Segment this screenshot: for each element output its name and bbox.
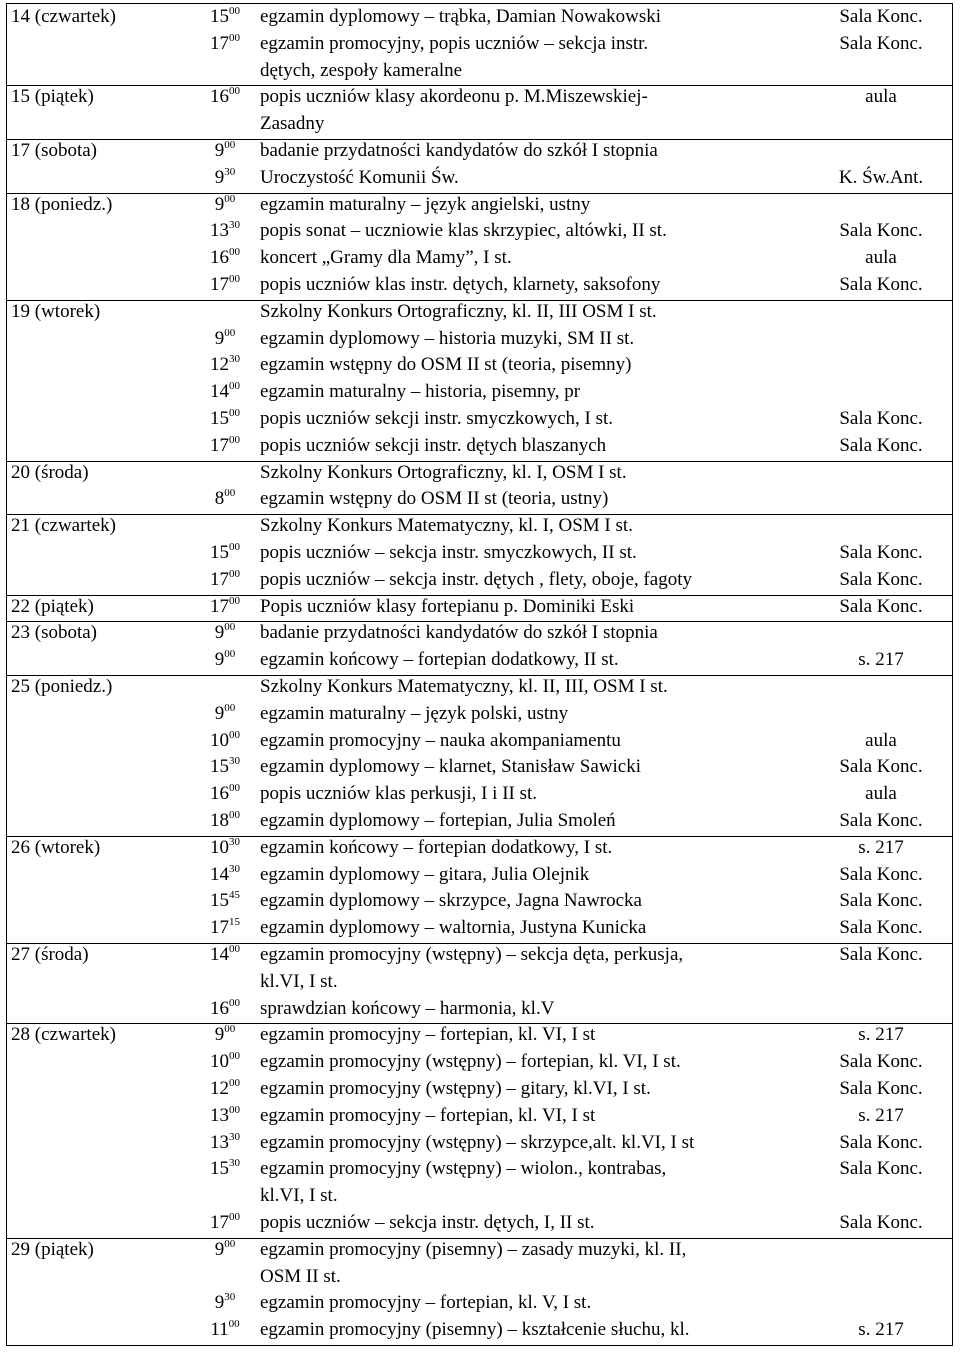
event-description: egzamin dyplomowy – waltornia, Justyna Kunicka [260,917,647,939]
event-time [193,4,257,31]
time-hour: 13 [210,1131,229,1153]
time-minutes: 15 [229,916,240,929]
event-time [193,647,257,674]
event-room: Sala Konc. [839,32,923,54]
event-room: Sala Konc. [839,1131,923,1153]
event-description: kl.VI, I st. [260,1185,338,1207]
event-room: Sala Konc. [839,434,923,456]
schedule-page [6,3,953,1370]
day-label: 15 (piątek) [11,86,94,108]
day-label: 14 (czwartek) [11,6,116,27]
time-minutes: 30 [229,755,240,768]
time-minutes: 00 [229,5,240,17]
row-divider [6,836,953,837]
event-time [193,594,257,621]
time-minutes: 00 [229,728,240,741]
event-description: egzamin promocyjny (wstępny) – fortepian, kl. VI, I st. [260,1051,681,1073]
time-hour: 18 [210,810,229,831]
time-minutes: 00 [229,943,240,955]
event-description: egzamin dyplomowy – fortepian, Julia Smoleń [260,810,616,831]
row-divider [6,675,953,676]
time-minutes: 00 [224,1023,236,1036]
event-description: egzamin dyplomowy – klarnet, Stanisław Sawicki [260,756,641,778]
time-minutes: 00 [229,31,240,44]
day-label: 26 (wtorek) [11,836,101,858]
event-room: Sala Konc. [839,595,923,617]
event-description: koncert „Gramy dla Mamy”, I st. [260,247,512,269]
time-minutes: 00 [224,1237,236,1250]
row-divider [6,461,953,462]
event-time [193,1210,257,1237]
time-minutes: 30 [229,1130,240,1143]
event-description: popis uczniów – sekcja instr. dętych , flety, oboje, fagoty [260,568,692,590]
event-description: badanie przydatności kandydatów do szkół I stopnia [260,622,658,644]
time-hour: 9 [214,166,225,188]
time-hour: 10 [210,1051,229,1073]
event-description: egzamin wstępny do OSM II st (teoria, pisemny) [260,354,632,376]
event-room: Sala Konc. [839,810,923,831]
event-description: Szkolny Konkurs Ortograficzny, kl. I, OSM I st. [260,461,627,483]
event-description: Szkolny Konkurs Matematyczny, kl. I, OSM I st. [260,515,633,537]
event-time [193,433,257,460]
time-hour: 14 [210,381,229,403]
event-room: Sala Konc. [839,917,923,939]
event-description: egzamin dyplomowy – historia muzyki, SM II st. [260,327,635,349]
event-time [193,1130,257,1157]
time-hour: 14 [210,863,229,885]
day-label: 19 (wtorek) [11,300,101,322]
time-minutes: 00 [229,782,240,795]
event-time [193,620,257,647]
event-description: Szkolny Konkurs Matematyczny, kl. II, III, OSM I st. [260,676,668,697]
time-hour: 9 [214,622,225,644]
event-description: egzamin maturalny – język angielski, ustny [260,193,591,215]
time-hour: 17 [210,434,229,456]
event-time [193,1049,257,1076]
time-minutes: 00 [224,139,236,151]
time-hour: 16 [210,783,229,805]
time-minutes: 00 [224,701,236,714]
day-label: 20 (środa) [11,461,89,483]
time-hour: 12 [210,1078,229,1099]
day-label: 29 (piątek) [11,1238,94,1260]
event-time [193,84,257,111]
event-description: popis uczniów klasy akordeonu p. M.Miszewskiej- [260,86,648,108]
event-room: Sala Konc. [839,1158,923,1180]
time-minutes: 45 [229,889,240,902]
event-description: egzamin końcowy – fortepian dodatkowy, II st. [260,649,619,671]
day-label: 17 (sobota) [11,140,98,161]
event-description: egzamin promocyjny, popis uczniów – sekcja instr. [260,32,649,54]
time-hour: 16 [210,86,229,108]
time-minutes: 00 [229,85,240,98]
time-minutes: 30 [229,219,240,232]
event-time [193,326,257,353]
time-hour: 15 [210,756,229,778]
event-time [193,1022,257,1049]
event-description: popis uczniów – sekcja instr. dętych, I, II st. [260,1212,595,1233]
event-time [193,406,257,433]
row-divider [6,1345,953,1346]
event-room: Sala Konc. [839,1051,923,1073]
event-room: Sala Konc. [839,890,923,912]
time-minutes: 00 [229,380,240,393]
event-time [193,701,257,728]
event-time [193,567,257,594]
time-minutes: 30 [229,862,240,875]
event-time [193,1317,257,1344]
event-room: Sala Konc. [839,6,923,27]
time-minutes: 00 [224,326,236,339]
event-room: s. 217 [858,649,904,671]
time-hour: 13 [210,220,229,242]
event-time [193,1156,257,1183]
row-divider [6,193,953,194]
event-time [193,996,257,1023]
event-description: egzamin dyplomowy – trąbka, Damian Nowakowski [260,6,662,27]
event-time [193,379,257,406]
time-hour: 9 [214,1024,225,1046]
time-hour: 9 [214,702,225,724]
time-minutes: 00 [229,567,240,580]
event-description: egzamin promocyjny – fortepian, kl. VI, I st [260,1104,596,1126]
event-time [193,1076,257,1103]
day-label: 27 (środa) [11,944,89,965]
event-description: popis sonat – uczniowie klas skrzypiec, altówki, II st. [260,220,667,242]
row-divider [6,621,953,622]
event-description: badanie przydatności kandydatów do szkół I stopnia [260,140,658,161]
event-description: egzamin promocyjny (wstępny) – skrzypce,alt. kl.VI, I st [260,1131,695,1153]
time-minutes: 30 [229,353,240,366]
event-description: Szkolny Konkurs Ortograficzny, kl. II, III OSM I st. [260,300,657,322]
time-minutes: 30 [229,1157,240,1170]
event-description: popis uczniów sekcji instr. smyczkowych, I st. [260,408,614,429]
event-description: egzamin wstępny do OSM II st (teoria, ustny) [260,488,609,510]
row-divider [6,3,953,4]
time-minutes: 00 [224,487,236,500]
event-time [193,31,257,58]
time-hour: 9 [214,1292,225,1314]
time-hour: 9 [214,1238,225,1260]
time-hour: 9 [214,327,225,349]
event-room: K. Św.Ant. [838,166,924,188]
row-divider [6,1023,953,1024]
row-divider [6,943,953,944]
time-minutes: 00 [224,648,236,661]
row-divider [6,300,953,301]
time-minutes: 00 [229,1077,240,1089]
event-description: egzamin maturalny – historia, pisemny, pr [260,381,581,403]
event-room: s. 217 [858,1319,904,1341]
day-label: 23 (sobota) [11,622,98,644]
event-description: egzamin promocyjny – fortepian, kl. VI, I st [260,1024,596,1046]
time-minutes: 30 [224,1291,236,1304]
event-room: s. 217 [858,1024,904,1046]
event-description: Zasadny [260,113,325,135]
time-minutes: 00 [229,1103,240,1116]
time-minutes: 30 [224,165,236,178]
event-description: egzamin maturalny – język polski, ustny [260,702,569,724]
event-room: Sala Konc. [839,568,923,590]
time-hour: 11 [210,1319,229,1341]
table-border [952,3,953,1345]
time-hour: 15 [210,6,229,27]
time-minutes: 00 [229,407,240,419]
event-description: egzamin promocyjny (wstępny) – gitary, kl.VI, I st. [260,1078,651,1099]
time-hour: 14 [210,944,229,965]
time-minutes: 00 [229,541,240,553]
time-hour: 8 [214,488,225,510]
event-time [193,165,257,192]
event-description: popis uczniów – sekcja instr. smyczkowych, II st. [260,542,637,563]
event-time [193,862,257,889]
event-time [193,942,257,969]
event-room: s. 217 [858,836,904,858]
event-room: Sala Konc. [839,220,923,242]
event-room: aula [865,86,897,108]
time-minutes: 00 [229,1211,240,1223]
event-room: Sala Konc. [839,863,923,885]
time-hour: 15 [210,542,229,563]
event-description: egzamin promocyjny – fortepian, kl. V, I st. [260,1292,592,1314]
time-hour: 17 [210,595,229,617]
event-description: Uroczystość Komunii Św. [260,166,459,188]
event-description: egzamin promocyjny – nauka akompaniamentu [260,729,621,751]
event-description: egzamin dyplomowy – skrzypce, Jagna Nawrocka [260,890,642,912]
time-hour: 17 [210,917,229,939]
time-minutes: 00 [229,1050,240,1063]
time-minutes: 00 [224,621,236,634]
row-divider [6,85,953,86]
time-minutes: 00 [229,594,240,607]
event-description: popis uczniów klas instr. dętych, klarnety, saksofony [260,274,661,295]
event-description: egzamin promocyjny (wstępny) – sekcja dęta, perkusja, [260,944,684,965]
event-description: dętych, zespoły kameralne [260,59,463,81]
time-minutes: 00 [224,192,236,205]
event-time [193,915,257,942]
time-hour: 9 [214,193,225,215]
time-hour: 12 [210,354,229,376]
event-room: Sala Konc. [839,408,923,429]
event-time [193,1103,257,1130]
event-room: Sala Konc. [839,1078,923,1099]
event-room: aula [865,247,897,269]
time-hour: 17 [210,1212,229,1233]
event-time [193,1237,257,1264]
day-label: 28 (czwartek) [11,1024,116,1046]
event-room: aula [865,729,897,751]
event-room: s. 217 [858,1104,904,1126]
event-description: egzamin dyplomowy – gitara, Julia Olejnik [260,863,590,885]
event-time [193,272,257,299]
day-label: 25 (poniedz.) [11,676,113,697]
event-time [193,245,257,272]
event-description: popis uczniów klas perkusji, I i II st. [260,783,538,805]
event-room: aula [865,783,897,805]
time-hour: 15 [210,408,229,429]
event-description: egzamin promocyjny (wstępny) – wiolon., kontrabas, [260,1158,667,1180]
time-hour: 10 [210,729,229,751]
event-time [193,218,257,245]
day-label: 18 (poniedz.) [11,193,113,215]
event-room: Sala Konc. [839,1212,923,1233]
table-border [6,3,7,1345]
event-time [193,835,257,862]
time-minutes: 00 [229,246,240,259]
event-time [193,781,257,808]
event-time [193,352,257,379]
time-minutes: 00 [228,1318,240,1331]
time-hour: 16 [210,997,229,1019]
time-hour: 9 [214,140,225,161]
event-room: Sala Konc. [839,274,923,295]
time-hour: 15 [210,890,229,912]
day-label: 21 (czwartek) [11,515,116,537]
row-divider [6,514,953,515]
event-time [193,728,257,755]
event-time [193,888,257,915]
row-divider [6,139,953,140]
event-time [193,808,257,835]
event-description: kl.VI, I st. [260,970,338,992]
event-description: Popis uczniów klasy fortepianu p. Dominiki Eski [260,595,635,617]
event-description: egzamin promocyjny (pisemny) – zasady muzyki, kl. II, [260,1238,687,1260]
time-minutes: 00 [229,433,240,446]
time-hour: 13 [210,1104,229,1126]
event-description: egzamin końcowy – fortepian dodatkowy, I st. [260,836,613,858]
event-room: Sala Konc. [839,756,923,778]
event-time [193,486,257,513]
time-hour: 17 [210,274,229,295]
event-description: egzamin promocyjny (pisemny) – kształcenie słuchu, kl. [260,1319,690,1341]
time-hour: 17 [210,32,229,54]
event-description: OSM II st. [260,1265,341,1287]
time-minutes: 30 [229,835,240,848]
event-description: sprawdzian końcowy – harmonia, kl.V [260,997,555,1019]
event-room: Sala Konc. [839,944,923,965]
time-minutes: 00 [229,809,240,821]
event-room: Sala Konc. [839,542,923,563]
time-hour: 15 [210,1158,229,1180]
row-divider [6,595,953,596]
event-time [193,1290,257,1317]
time-minutes: 00 [229,273,240,285]
event-description: popis uczniów sekcji instr. dętych blaszanych [260,434,607,456]
row-divider [6,1238,953,1239]
day-label: 22 (piątek) [11,595,94,617]
time-minutes: 00 [229,996,240,1009]
event-time [193,192,257,219]
event-time [193,754,257,781]
time-hour: 9 [214,649,225,671]
time-hour: 17 [210,568,229,590]
event-time [193,540,257,567]
time-hour: 10 [210,836,229,858]
time-hour: 16 [210,247,229,269]
event-time [193,138,257,165]
